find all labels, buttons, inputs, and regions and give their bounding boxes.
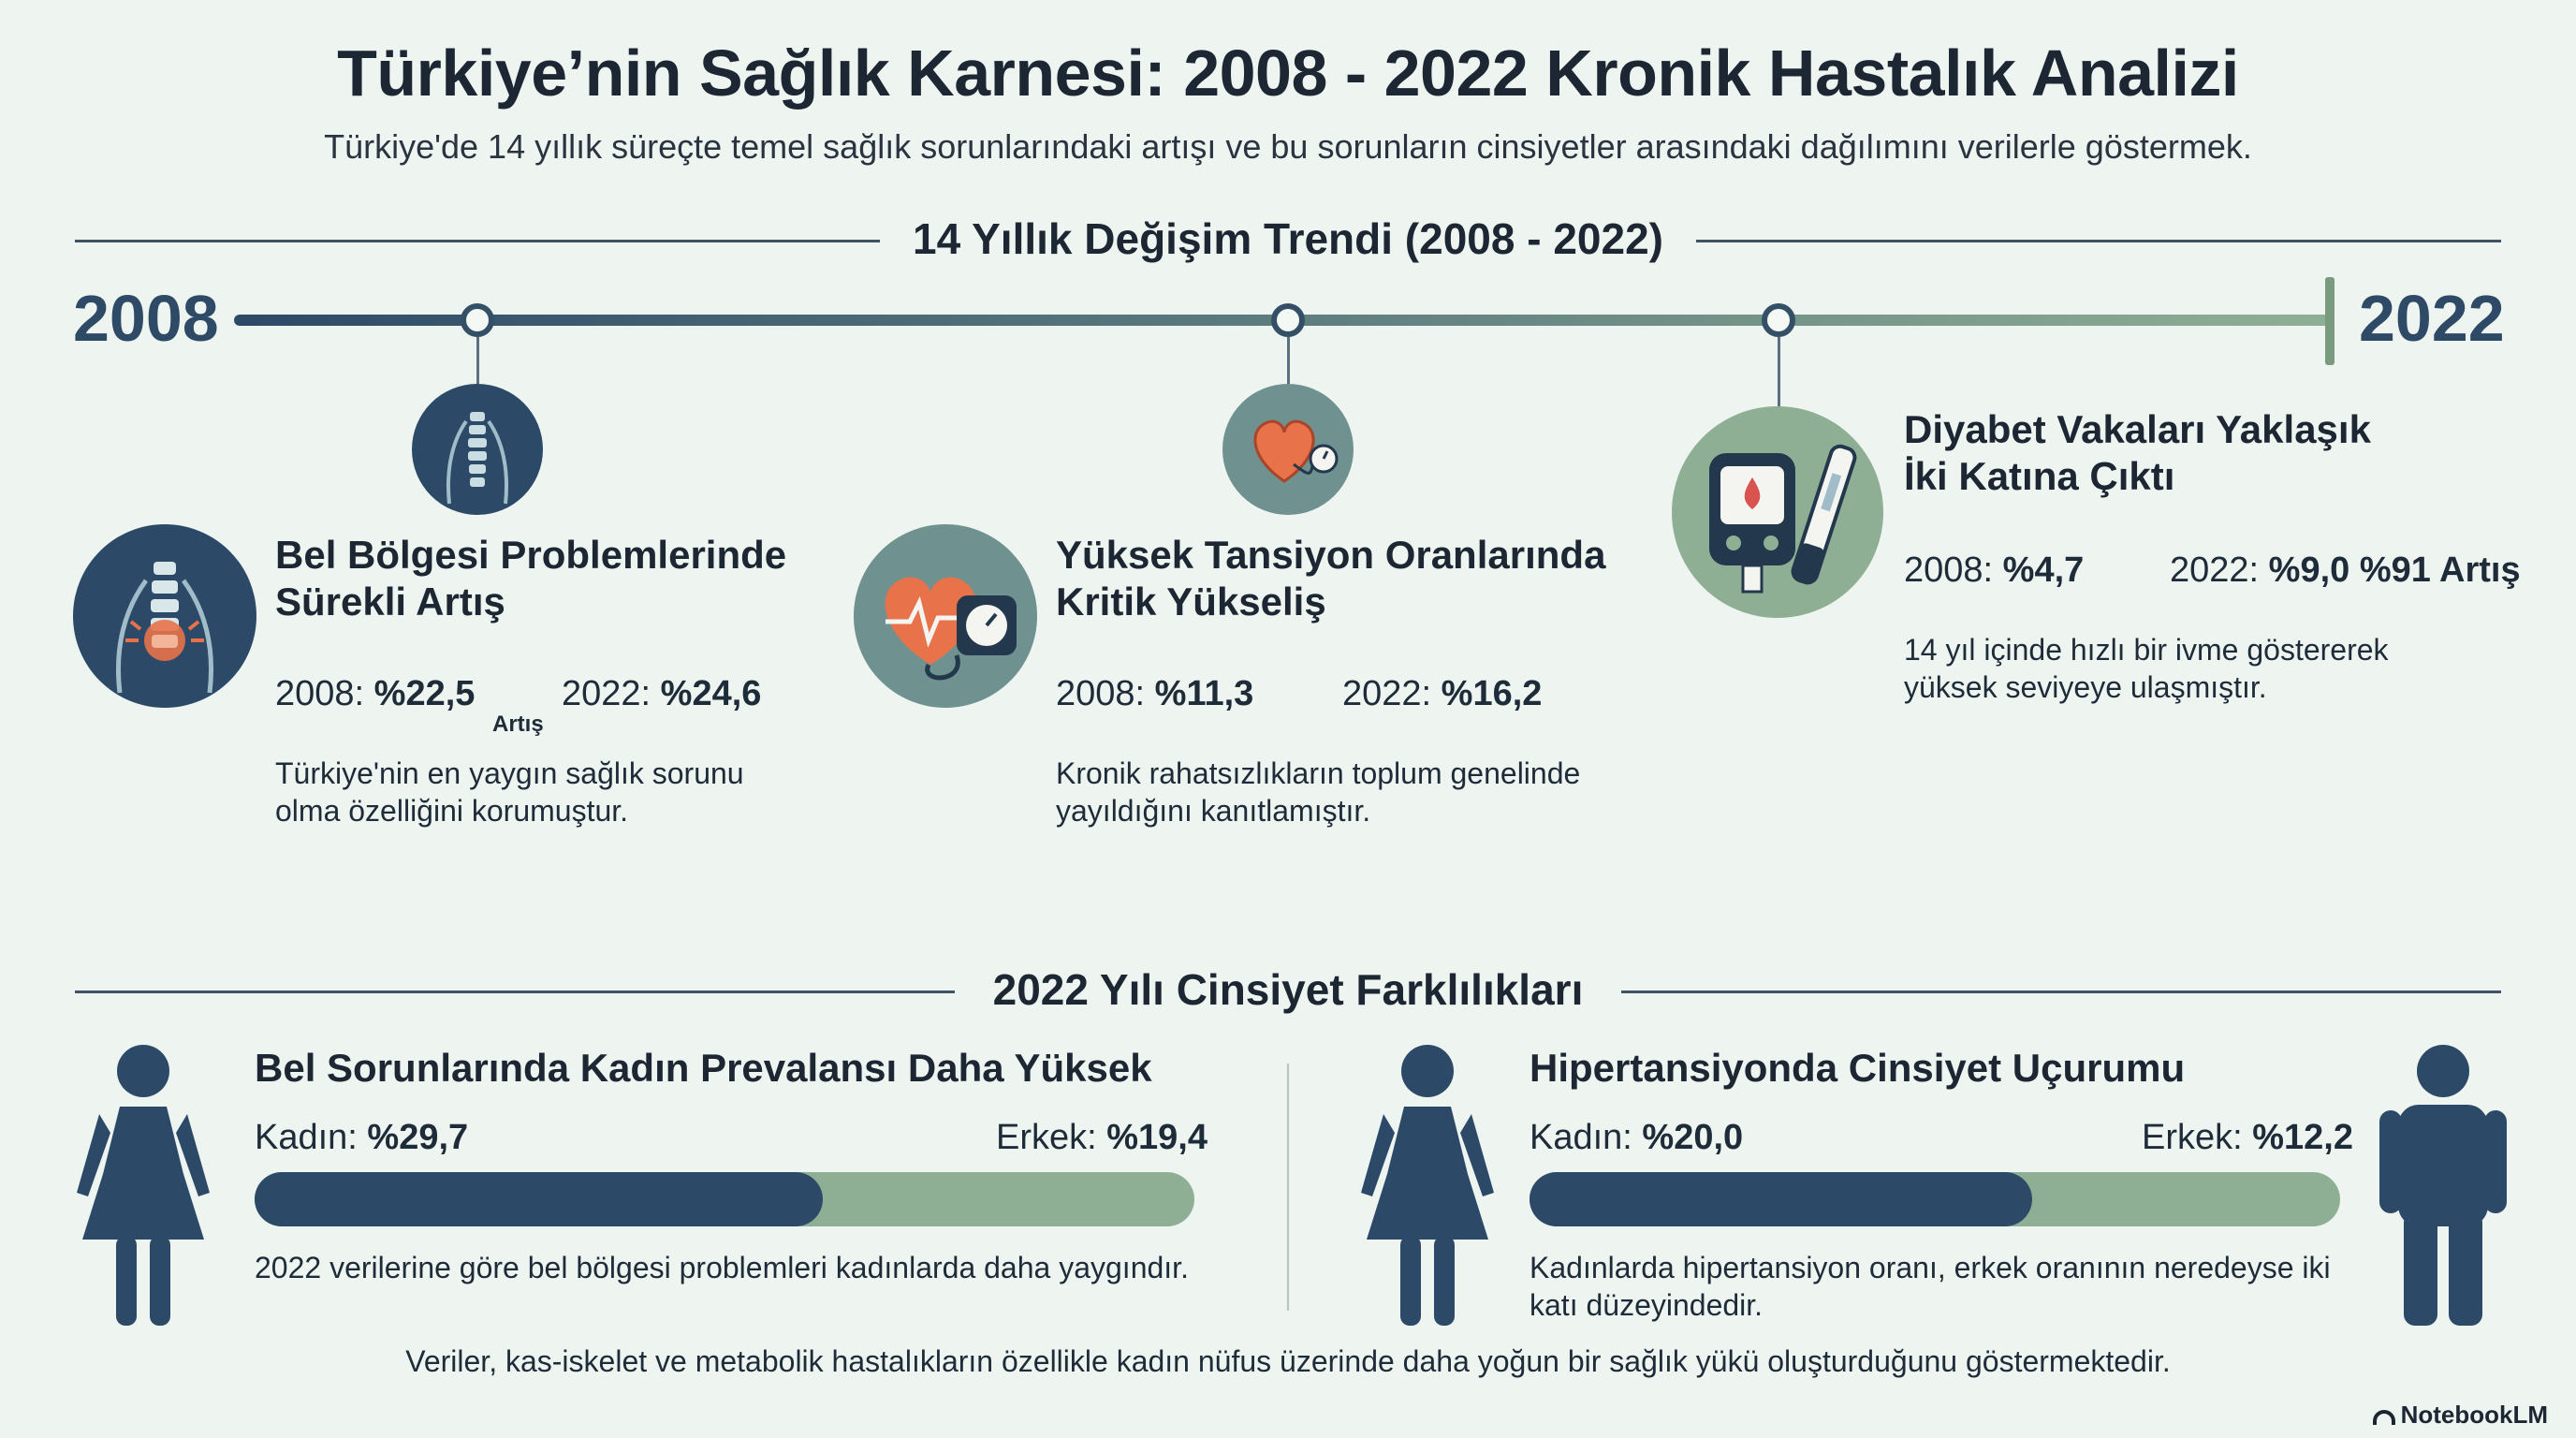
card-3-value-2022: %9,0 %91 Artış: [2268, 550, 2521, 590]
timeline-node-3: [1762, 303, 1795, 337]
card-1-value-2022: %24,6: [660, 674, 762, 713]
card-2-label-2008: 2008:: [1056, 674, 1155, 713]
page-title: Türkiye’nin Sağlık Karnesi: 2008 - 2022 Kronik Hastalık Analizi: [337, 37, 2239, 110]
card-2-title-line1: Yüksek Tansiyon Oranlarında: [1056, 533, 1606, 577]
panel-1-desc: [255, 1249, 1189, 1286]
card-2-stat-2008: [1056, 674, 1253, 714]
card-1-value-2008: %22,5: [373, 674, 476, 713]
card-2-title: [1056, 532, 1605, 625]
timeline-stem-1: [476, 337, 479, 384]
panel-1-female-stat: [255, 1118, 468, 1158]
panel-2-female-value: %20,0: [1642, 1118, 1744, 1157]
card-1-desc: [275, 755, 744, 829]
panel-1-male-value: %19,4: [1106, 1118, 1208, 1157]
panel-2-male-label: Erkek:: [2142, 1118, 2253, 1157]
card-3-title-line1: Diyabet Vakaları Yaklaşık: [1904, 407, 2371, 451]
card-2-desc: [1056, 755, 1580, 829]
timeline-end-cap: [2325, 277, 2334, 365]
card-2-stat-2022: [1342, 674, 1542, 714]
card-1-stat-2022: [562, 674, 761, 714]
card-2-desc-line1: Kronik rahatsızlıkların toplum genelinde: [1056, 756, 1581, 790]
card-3-label-2022: 2022:: [2170, 550, 2269, 590]
gender-section-title: 2022 Yılı Cinsiyet Farklılıkları: [992, 965, 1584, 1014]
card-3-label-2008: 2008:: [1904, 550, 2003, 590]
panel-2-male-stat: [2142, 1118, 2353, 1158]
card-3-title-line2: İki Katına Çıktı: [1904, 454, 2175, 498]
timeline-start-year: 2008: [73, 282, 219, 355]
panel-1-title: Bel Sorunlarında Kadın Prevalansı Daha Yüksek: [255, 1046, 1152, 1090]
card-3-desc-line2: yüksek seviyeye ulaşmıştır.: [1904, 670, 2267, 704]
male-figure-icon: [2378, 1043, 2509, 1334]
card-1-title-line1: Bel Bölgesi Problemlerinde: [275, 533, 787, 577]
panel-2-male-value: %12,2: [2252, 1118, 2353, 1157]
panel-1-desc-line1: 2022 verilerine göre bel bölgesi problemleri kadınlarda daha yaygındır.: [255, 1251, 1189, 1284]
card-3-desc-line1: 14 yıl içinde hızlı bir ivme göstererek: [1904, 633, 2389, 667]
panel-2-desc-line2: katı düzeyindedir.: [1530, 1288, 1764, 1322]
female-figure-icon-2: [1357, 1043, 1498, 1334]
card-2-title-line2: Kritik Yükseliş: [1056, 580, 1326, 624]
panel-1-female-bar: [255, 1172, 823, 1226]
timeline-stem-2: [1287, 337, 1290, 384]
brand-logo: [2373, 1401, 2548, 1430]
trend-section-title: 14 Yıllık Değişim Trendi (2008 - 2022): [913, 214, 1663, 263]
panel-2-female-stat: [1530, 1118, 1743, 1158]
card-1-title: [275, 532, 786, 625]
card-1-stat-2008: [275, 674, 475, 714]
heart-small-icon: [1222, 384, 1354, 515]
panel-1-female-value: %29,7: [367, 1118, 469, 1157]
card-3-stat-2008: [1904, 550, 2084, 591]
card-2-label-2022: 2022:: [1342, 674, 1442, 713]
panel-1-male-stat: [996, 1118, 1208, 1158]
panel-2-title: Hipertansiyonda Cinsiyet Uçurumu: [1530, 1046, 2186, 1090]
spine-icon: [73, 524, 256, 708]
card-1-desc-line1: Türkiye'nin en yaygın sağlık sorunu: [275, 756, 744, 790]
timeline-node-2: [1271, 303, 1305, 337]
footer-text: Veriler, kas-iskelet ve metabolik hastalıkların özellikle kadın nüfus üzerinde daha yoğun bir sağlık yükü oluşturduğunu göstermektedir.: [405, 1344, 2171, 1378]
panel-divider: [1287, 1064, 1289, 1311]
card-2-value-2022: %16,2: [1441, 674, 1543, 713]
glucose-meter-icon: [1672, 406, 1883, 618]
panel-1-male-label: Erkek:: [996, 1118, 1107, 1157]
female-figure-icon-1: [73, 1043, 213, 1334]
heart-pressure-icon: [854, 524, 1037, 708]
card-1-title-line2: Sürekli Artış: [275, 580, 505, 624]
card-3-desc: [1904, 631, 2389, 706]
page-subtitle: Türkiye'de 14 yıllık süreçte temel sağlık sorunlarındaki artışı ve bu sorunların cinsiyetler arasındaki dağılımını verilerle göstermek.: [324, 127, 2252, 166]
brand-text: NotebookLM: [2400, 1401, 2548, 1429]
card-2-value-2008: %11,3: [1154, 674, 1254, 713]
card-2-desc-line2: yayıldığını kanıtlamıştır.: [1056, 794, 1371, 828]
card-1-desc-line2: olma özelliğini korumuştur.: [275, 794, 629, 828]
card-1-note: Artış: [492, 712, 544, 737]
card-3-title: [1904, 406, 2371, 500]
card-1-label-2022: 2022:: [562, 674, 661, 713]
timeline-end-year: 2022: [2359, 282, 2505, 355]
card-3-stat-2022: [2170, 550, 2521, 591]
timeline-stem-3: [1778, 337, 1780, 408]
card-3-value-2008: %4,7: [2002, 550, 2085, 590]
panel-1-female-label: Kadın:: [255, 1118, 368, 1157]
notebook-icon: [2373, 1410, 2395, 1425]
panel-2-desc: [1530, 1249, 2331, 1324]
panel-2-female-bar: [1530, 1172, 2032, 1226]
timeline-node-1: [461, 303, 494, 337]
spine-small-icon: [412, 384, 543, 515]
card-1-label-2008: 2008:: [275, 674, 374, 713]
panel-2-female-label: Kadın:: [1530, 1118, 1643, 1157]
panel-2-desc-line1: Kadınlarda hipertansiyon oranı, erkek oranının neredeyse iki: [1530, 1251, 2331, 1284]
